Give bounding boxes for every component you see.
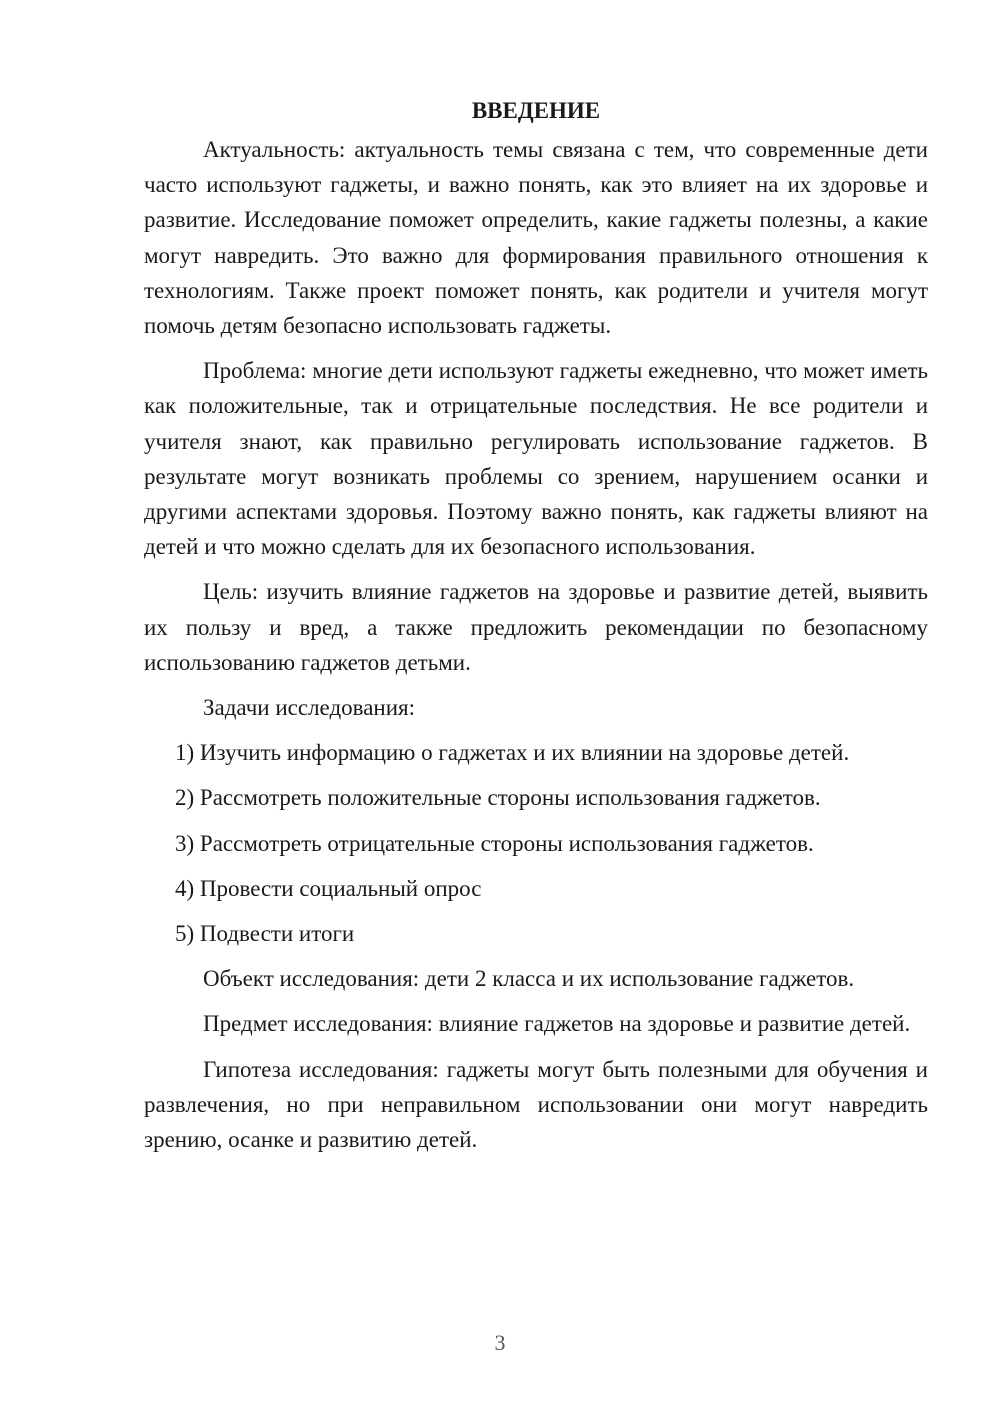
subject-paragraph: Предмет исследования: влияние гаджетов на здоровье и развитие детей. [203, 1011, 911, 1037]
problem-paragraph: Проблема: многие дети используют гаджеты ежедневно, что может иметь как положительные, так и отрицательные последствия. Не все родители и учителя знают, как правильно регулировать использование гаджетов. В результате могут возникать проблемы со зрением, нарушением осанки и другими аспектами здоровья. Поэтому важно понять, как гаджеты влияют на детей и что можно сделать для их безопасного использования. [144, 358, 928, 560]
task-item: 4) Провести социальный опрос [175, 875, 482, 901]
page-number: 3 [494, 1330, 506, 1355]
task-item: 1) Изучить информацию о гаджетах и их влиянии на здоровье детей. [175, 740, 850, 766]
goal-paragraph: Цель: изучить влияние гаджетов на здоровье и развитие детей, выявить их пользу и вред, а также предложить рекомендации по безопасному использованию гаджетов детьми. [144, 579, 928, 675]
section-title: ВВЕДЕНИЕ [471, 98, 601, 123]
object-paragraph: Объект исследования: дети 2 класса и их использование гаджетов. [203, 966, 855, 992]
document-page [144, 92, 928, 1167]
task-item: 3) Рассмотреть отрицательные стороны использования гаджетов. [175, 830, 814, 856]
hypothesis-paragraph: Гипотеза исследования: гаджеты могут быть полезными для обучения и развлечения, но при неправильном использовании они могут навредить зрению, осанке и развитию детей. [144, 1056, 928, 1153]
tasks-heading: Задачи исследования: [203, 695, 416, 721]
task-item: 5) Подвести итоги [175, 921, 355, 947]
tasks-list [144, 735, 928, 951]
relevance-paragraph: Актуальность: актуальность темы связана с тем, что современные дети часто используют гаджеты, и важно понять, как это влияет на их здоровье и развитие. Исследование поможет определить, какие гаджеты полезны, а какие могут навредить. Это важно для формирования правильного отношения к технологиям. Также проект поможет понять, как родители и учителя могут помочь детям безопасно использовать гаджеты. [144, 137, 928, 339]
task-item: 2) Рассмотреть положительные стороны использования гаджетов. [175, 785, 821, 811]
